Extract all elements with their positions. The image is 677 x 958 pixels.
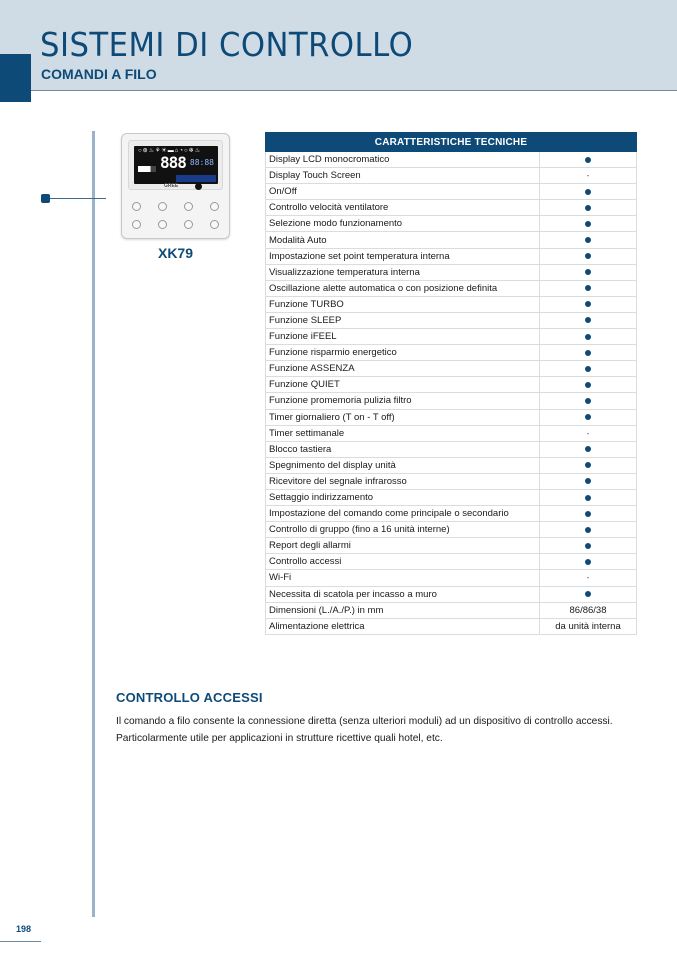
supported-dot-icon xyxy=(585,591,591,597)
lcd-screen xyxy=(134,146,218,184)
page-number: 198 xyxy=(16,924,32,934)
section-title: CONTROLLO ACCESSI xyxy=(116,690,263,705)
feature-cell: On/Off xyxy=(266,184,540,200)
supported-dot-icon xyxy=(585,317,591,323)
feature-cell: Necessita di scatola per incasso a muro xyxy=(266,586,540,602)
supported-dot-icon xyxy=(585,382,591,388)
supported-dot-icon xyxy=(585,462,591,468)
table-row xyxy=(266,377,637,393)
controller-button-icon xyxy=(158,220,167,229)
table-row xyxy=(266,232,637,248)
feature-cell: Visualizzazione temperatura interna xyxy=(266,264,540,280)
feature-cell: Oscillazione alette automatica o con posizione definita xyxy=(266,280,540,296)
supported-dot-icon xyxy=(585,366,591,372)
not-available-dash: - xyxy=(586,171,590,181)
controller-button-down-icon xyxy=(184,220,193,229)
supported-dot-icon xyxy=(585,221,591,227)
supported-dot-icon xyxy=(585,559,591,565)
table-row xyxy=(266,168,637,184)
supported-dot-icon xyxy=(585,205,591,211)
table-row xyxy=(266,570,637,586)
feature-cell: Selezione modo funzionamento xyxy=(266,216,540,232)
header-accent-block xyxy=(0,54,31,102)
value-cell xyxy=(540,457,637,473)
supported-dot-icon xyxy=(585,543,591,549)
value-cell xyxy=(540,570,637,586)
controller-button-up-icon xyxy=(184,202,193,211)
table-row xyxy=(266,457,637,473)
value-cell xyxy=(540,248,637,264)
value-cell xyxy=(540,393,637,409)
table-row xyxy=(266,184,637,200)
controller-button-icon xyxy=(158,202,167,211)
value-cell xyxy=(540,425,637,441)
value-cell xyxy=(540,296,637,312)
section-body: Il comando a filo consente la connessione diretta (senza ulteriori moduli) ad un dispositivo di controllo accessi. Particolarmente utile per applicazioni in strutture ricettive quali hotel, etc. xyxy=(116,716,613,744)
table-row xyxy=(266,506,637,522)
table-row xyxy=(266,361,637,377)
supported-dot-icon xyxy=(585,334,591,340)
feature-cell: Funzione TURBO xyxy=(266,296,540,312)
feature-cell: Blocco tastiera xyxy=(266,441,540,457)
fan-speed-bar xyxy=(138,166,156,172)
table-row xyxy=(266,248,637,264)
connector-dot-icon xyxy=(41,194,50,203)
feature-cell: Alimentazione elettrica xyxy=(266,618,540,634)
table-row xyxy=(266,618,637,634)
feature-cell: Impostazione del comando come principale o secondario xyxy=(266,506,540,522)
value-cell xyxy=(540,441,637,457)
table-row xyxy=(266,409,637,425)
value-cell xyxy=(540,216,637,232)
table-row xyxy=(266,473,637,489)
value-cell xyxy=(540,312,637,328)
value-cell xyxy=(540,506,637,522)
value-cell xyxy=(540,522,637,538)
table-row xyxy=(266,522,637,538)
controller-button-icon xyxy=(210,220,219,229)
value-cell xyxy=(540,489,637,505)
lcd-clock: 88:88 xyxy=(189,158,214,167)
value-cell xyxy=(540,280,637,296)
supported-dot-icon xyxy=(585,414,591,420)
specs-table-body xyxy=(266,152,637,635)
feature-cell: Settaggio indirizzamento xyxy=(266,489,540,505)
value-cell xyxy=(540,345,637,361)
connector-line xyxy=(48,198,106,199)
table-row xyxy=(266,200,637,216)
page-header xyxy=(0,0,677,91)
feature-cell: Controllo accessi xyxy=(266,554,540,570)
table-row xyxy=(266,329,637,345)
specs-table xyxy=(265,132,637,635)
table-row xyxy=(266,345,637,361)
page-title: SISTEMI DI CONTROLLO xyxy=(40,25,414,64)
feature-cell: Controllo di gruppo (fino a 16 unità interne) xyxy=(266,522,540,538)
supported-dot-icon xyxy=(585,157,591,163)
not-available-dash: - xyxy=(586,428,590,438)
feature-cell: Dimensioni (L./A./P.) in mm xyxy=(266,602,540,618)
value-cell xyxy=(540,473,637,489)
feature-cell: Funzione iFEEL xyxy=(266,329,540,345)
value-cell xyxy=(540,361,637,377)
feature-cell: Report degli allarmi xyxy=(266,538,540,554)
feature-cell: Impostazione set point temperatura interna xyxy=(266,248,540,264)
model-label: XK79 xyxy=(157,245,194,261)
specs-table-header: CARATTERISTICHE TECNICHE xyxy=(266,133,637,152)
feature-cell: Modalità Auto xyxy=(266,232,540,248)
value-cell xyxy=(540,586,637,602)
table-row xyxy=(266,280,637,296)
feature-cell: Timer settimanale xyxy=(266,425,540,441)
supported-dot-icon xyxy=(585,301,591,307)
table-row xyxy=(266,602,637,618)
table-row xyxy=(266,152,637,168)
feature-cell: Funzione ASSENZA xyxy=(266,361,540,377)
controller-button-icon xyxy=(132,202,141,211)
feature-cell: Funzione promemoria pulizia filtro xyxy=(266,393,540,409)
table-row xyxy=(266,216,637,232)
table-row xyxy=(266,312,637,328)
supported-dot-icon xyxy=(585,446,591,452)
value-cell xyxy=(540,554,637,570)
value-cell xyxy=(540,264,637,280)
table-row xyxy=(266,489,637,505)
page-subtitle: COMANDI A FILO xyxy=(41,66,157,82)
supported-dot-icon xyxy=(585,237,591,243)
brand-logo: GREE xyxy=(164,183,179,189)
supported-dot-icon xyxy=(585,398,591,404)
feature-cell: Display Touch Screen xyxy=(266,168,540,184)
table-row xyxy=(266,296,637,312)
wired-controller-image xyxy=(121,133,230,239)
lcd-digits: 888 xyxy=(160,153,186,172)
feature-cell: Display LCD monocromatico xyxy=(266,152,540,168)
feature-cell: Ricevitore del segnale infrarosso xyxy=(266,473,540,489)
table-row xyxy=(266,538,637,554)
value-cell xyxy=(540,538,637,554)
supported-dot-icon xyxy=(585,189,591,195)
table-row xyxy=(266,393,637,409)
table-row xyxy=(266,586,637,602)
value-cell xyxy=(540,168,637,184)
value-cell: 86/86/38 xyxy=(540,602,637,618)
value-cell xyxy=(540,377,637,393)
supported-dot-icon xyxy=(585,253,591,259)
supported-dot-icon xyxy=(585,350,591,356)
value-cell xyxy=(540,152,637,168)
value-cell xyxy=(540,200,637,216)
feature-cell: Funzione SLEEP xyxy=(266,312,540,328)
vertical-rule xyxy=(92,131,95,917)
value-cell xyxy=(540,329,637,345)
table-row xyxy=(266,425,637,441)
value-cell xyxy=(540,232,637,248)
not-available-dash: - xyxy=(586,573,590,583)
feature-cell: Controllo velocità ventilatore xyxy=(266,200,540,216)
table-row xyxy=(266,554,637,570)
value-cell: da unità interna xyxy=(540,618,637,634)
lcd-status-icons: ○⊛♨⚘☀▬⌂◔○❄♨ xyxy=(138,148,202,154)
supported-dot-icon xyxy=(585,527,591,533)
feature-cell: Funzione risparmio energetico xyxy=(266,345,540,361)
supported-dot-icon xyxy=(585,495,591,501)
supported-dot-icon xyxy=(585,511,591,517)
ir-receiver-icon xyxy=(195,183,202,190)
table-row xyxy=(266,441,637,457)
feature-cell: Funzione QUIET xyxy=(266,377,540,393)
value-cell xyxy=(540,184,637,200)
table-row xyxy=(266,264,637,280)
controller-button-icon xyxy=(210,202,219,211)
feature-cell: Wi-Fi xyxy=(266,570,540,586)
supported-dot-icon xyxy=(585,478,591,484)
footer-rule xyxy=(0,941,41,942)
feature-cell: Timer giornaliero (T on - T off) xyxy=(266,409,540,425)
supported-dot-icon xyxy=(585,269,591,275)
lcd-info-strip xyxy=(176,175,216,182)
feature-cell: Spegnimento del display unità xyxy=(266,457,540,473)
supported-dot-icon xyxy=(585,285,591,291)
value-cell xyxy=(540,409,637,425)
controller-button-icon xyxy=(132,220,141,229)
